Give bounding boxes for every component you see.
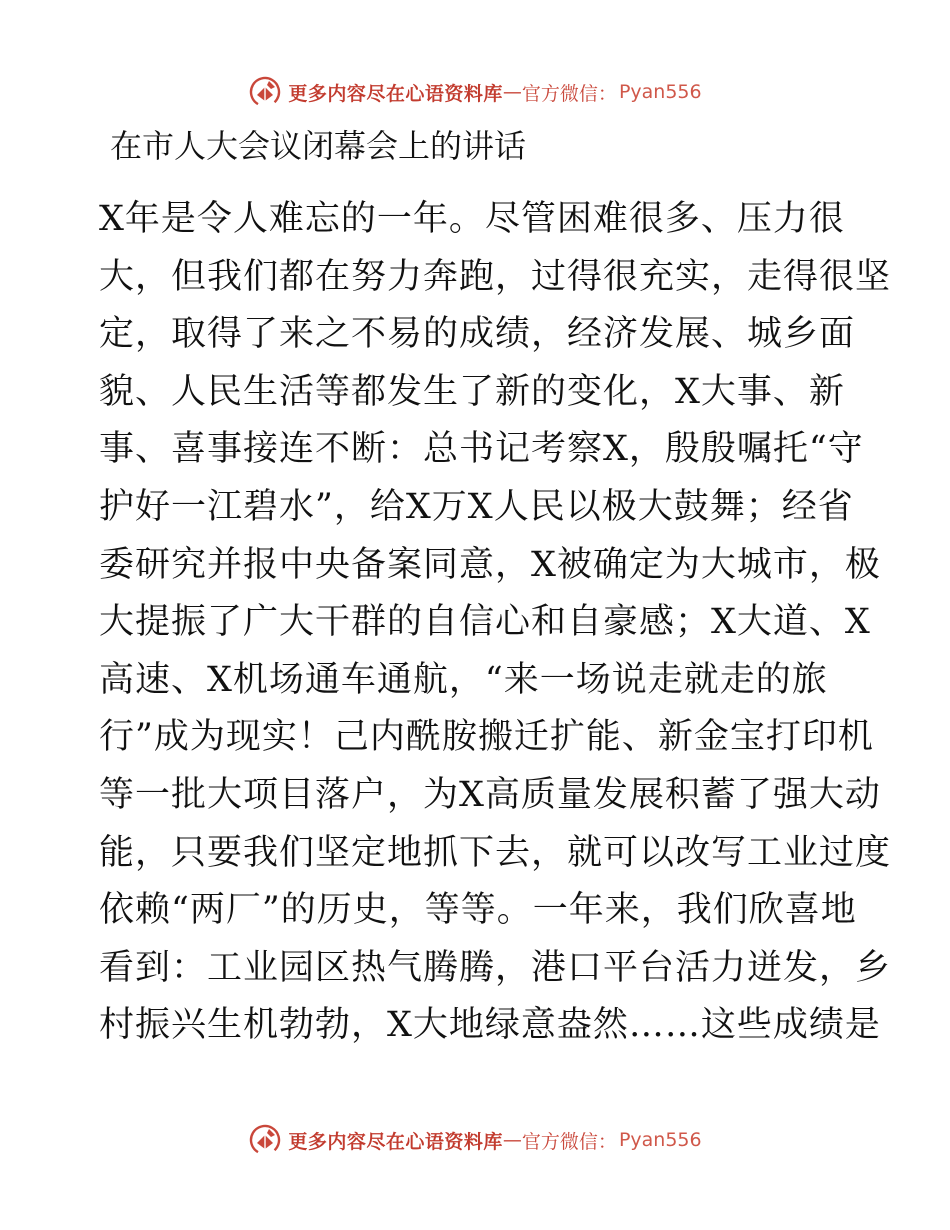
body-line: 大提振了广大干群的自信心和自豪感；X大道、X <box>99 602 871 643</box>
body-line: 事、喜事接连不断：总书记考察X，殷殷嘱托“守 <box>99 429 864 470</box>
body-line: 貌、人民生活等都发生了新的变化，X大事、新 <box>99 371 845 412</box>
body-line: X年是令人难忘的一年。尽管困难很多、压力很 <box>99 199 845 239</box>
body-line: 等一批大项目落户，为X高质量发展积蓄了强大动 <box>99 774 881 815</box>
document-title: 在市人大会议闭幕会上的讲话 <box>110 127 527 165</box>
header-brand-text: 更多内容尽在心语资料库 <box>288 82 503 105</box>
footer-wechat-label: 官方微信： <box>521 1130 617 1153</box>
header-separator: — <box>502 81 522 103</box>
body-line: 能，只要我们坚定地抓下去，就可以改写工业过度 <box>99 832 892 873</box>
body-line: 定，取得了来之不易的成绩，经济发展、城乡面 <box>99 314 856 355</box>
book-pen-logo-icon <box>248 1123 282 1157</box>
body-line: 看到：工业园区热气腾腾，港口平台活力迸发，乡 <box>99 947 892 988</box>
body-line: 高速、X机场通车通航，“来一场说走就走的旅 <box>99 659 828 700</box>
body-line: 依赖“两厂”的历史，等等。一年来，我们欣喜地 <box>99 890 857 931</box>
header-watermark-banner <box>0 72 950 112</box>
footer-brand-text: 更多内容尽在心语资料库 <box>288 1130 503 1153</box>
header-wechat-label: 官方微信： <box>521 82 617 105</box>
footer-separator: — <box>502 1129 522 1151</box>
footer-watermark-banner <box>0 1120 950 1160</box>
body-line: 护好一江碧水”，给X万X人民以极大鼓舞；经省 <box>99 486 854 527</box>
body-line: 委研究并报中央备案同意，X被确定为大城市，极 <box>99 544 881 585</box>
book-pen-logo-icon <box>248 75 282 109</box>
document-body <box>99 191 892 1055</box>
body-line: 行”成为现实！己内酰胺搬迁扩能、新金宝打印机 <box>99 717 874 758</box>
footer-wechat-id: Pyan556 <box>618 1129 702 1151</box>
body-line: 大，但我们都在努力奔跑，过得很充实，走得很坚 <box>99 256 892 297</box>
body-line: 村振兴生机勃勃，X大地绿意盎然……这些成绩是 <box>99 1005 881 1046</box>
header-wechat-id: Pyan556 <box>618 81 702 103</box>
